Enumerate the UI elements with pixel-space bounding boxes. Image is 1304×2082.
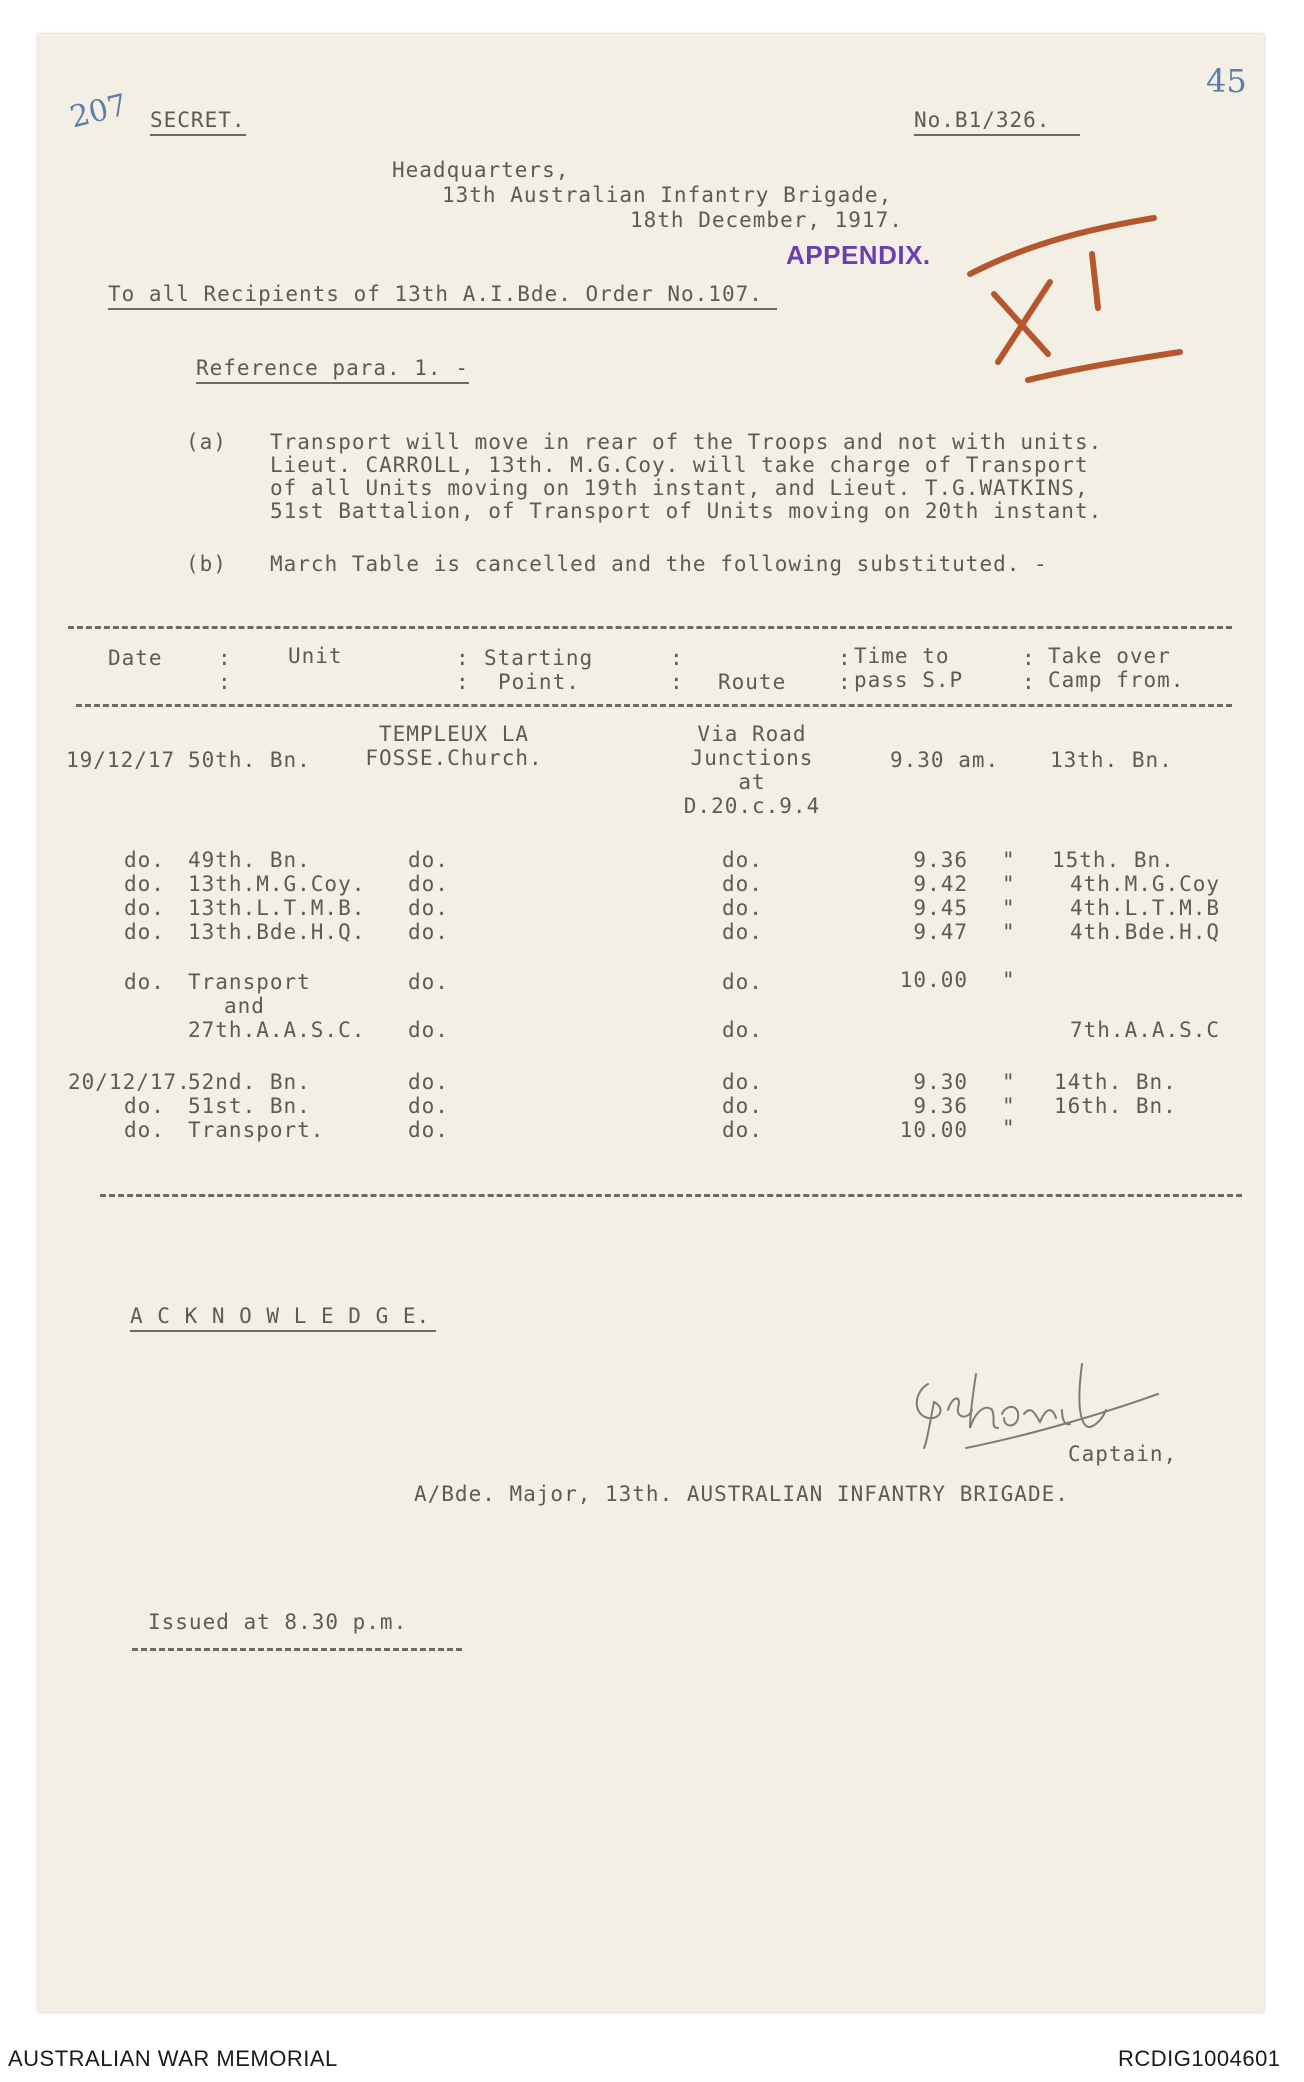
cell-date: do. [124,1094,165,1118]
header-separator: : [838,670,852,694]
cell-route-3: at [738,770,766,794]
cell-route-2: do. [722,1018,763,1042]
header-separator: : [1022,670,1036,694]
table-top-rule [68,626,1232,629]
heading-line-1: Headquarters, [392,158,570,182]
cell-route: do. [722,896,763,920]
cell-start: do. [408,1094,449,1118]
cell-unit-2: and [224,994,265,1018]
header-starting-point-1: Starting [484,646,594,670]
cell-time: 10.00 [899,1118,968,1142]
cell-route: do. [722,1118,763,1142]
ditto-mark: " [1002,1116,1016,1140]
cell-date: do. [124,970,165,994]
para-a-label: (a) [186,430,227,454]
cell-date: 19/12/17 [66,748,176,772]
header-time-2: pass S.P [854,668,964,692]
header-camp-1: Take over [1048,644,1171,668]
cell-start: do. [408,1118,449,1142]
acknowledge-heading: A C K N O W L E D G E. [130,1304,436,1332]
cell-time: 9.30 am. [890,748,1000,772]
cell-time: 9.36 [913,1094,968,1118]
cell-time: 9.45 [913,896,968,920]
roman-numeral-annotation [958,184,1198,384]
cell-unit: 13th.L.T.M.B. [188,896,366,920]
cell-start: do. [408,848,449,872]
cell-date: do. [124,1118,165,1142]
cell-start-2: do. [408,1018,449,1042]
appendix-stamp: APPENDIX. [786,240,931,270]
header-separator: : [218,670,232,694]
file-number: No.B1/326. [914,108,1080,136]
issued-time: Issued at 8.30 p.m. [148,1610,408,1634]
header-separator: : [670,670,684,694]
cell-unit: 13th.M.G.Coy. [188,872,366,896]
pencil-folio-number: 207 [66,87,131,136]
cell-camp: 4th.L.T.M.B [1070,896,1221,920]
cell-camp: 15th. Bn. [1052,848,1175,872]
cell-date: 20/12/17. [68,1070,191,1094]
cell-start-1: TEMPLEUX LA [378,722,530,746]
header-starting-point-2: Point. [498,670,580,694]
cell-camp: 4th.M.G.Coy [1070,872,1221,896]
cell-start: do. [408,872,449,896]
cell-camp: 13th. Bn. [1050,748,1173,772]
classification: SECRET. [150,108,246,136]
cell-time: 9.30 [913,1070,968,1094]
ditto-mark: " [1002,872,1016,896]
cell-time: 9.42 [913,872,968,896]
cell-route: do. [722,872,763,896]
cell-route-1: Via Road [697,722,807,746]
heading-date: 18th December, 1917. [630,208,903,232]
cell-camp: 16th. Bn. [1054,1094,1177,1118]
recipients-line: To all Recipients of 13th A.I.Bde. Order No.107. [108,282,777,310]
cell-start-1: do. [408,970,449,994]
cell-route: do. [722,1094,763,1118]
cell-unit: 51st. Bn. [188,1094,311,1118]
header-time-1: Time to [854,644,950,668]
cell-time: 9.47 [913,920,968,944]
cell-route-1: do. [722,970,763,994]
handwritten-signature [906,1344,1166,1454]
header-separator: : [456,646,470,670]
ditto-mark: " [1002,920,1016,944]
para-b-label: (b) [186,552,227,576]
cell-route: do. [722,920,763,944]
header-separator: : [670,646,684,670]
cell-time: 10.00 [899,968,968,992]
header-camp-2: Camp from. [1048,668,1185,692]
archive-name: AUSTRALIAN WAR MEMORIAL [8,2046,338,2071]
cell-unit: 13th.Bde.H.Q. [188,920,366,944]
cell-route-2: Junctions [690,746,814,770]
cell-camp: 7th.A.A.S.C [1070,1018,1221,1042]
cell-camp: 14th. Bn. [1054,1070,1177,1094]
cell-start: do. [408,896,449,920]
reference-heading: Reference para. 1. - [196,356,469,384]
cell-route: do. [722,1070,763,1094]
cell-route: do. [722,848,763,872]
para-a-line-3: of all Units moving on 19th instant, and Lieut. T.G.WATKINS, [270,476,1089,500]
signatory-appointment: A/Bde. Major, 13th. AUSTRALIAN INFANTRY BRIGADE. [414,1482,1069,1506]
cell-route-4: D.20.c.9.4 [683,794,821,818]
cell-date: do. [124,896,165,920]
cell-unit: 52nd. Bn. [188,1070,311,1094]
cell-unit: Transport. [188,1118,325,1142]
cell-date: do. [124,920,165,944]
signatory-rank: Captain, [1068,1442,1178,1466]
header-unit: Unit [288,644,343,668]
ditto-mark: " [1002,848,1016,872]
cell-date: do. [124,848,165,872]
cell-camp: 4th.Bde.H.Q [1070,920,1221,944]
ditto-mark: " [1002,896,1016,920]
cell-date: do. [124,872,165,896]
header-date: Date [108,646,163,670]
document-page [38,34,1264,2012]
header-route: Route [718,670,787,694]
heading-line-2: 13th Australian Infantry Brigade, [442,183,893,207]
table-header-rule [76,704,1232,707]
para-a-line-2: Lieut. CARROLL, 13th. M.G.Coy. will take charge of Transport [270,453,1089,477]
header-separator: : [456,670,470,694]
cell-start: do. [408,1070,449,1094]
cell-unit: 49th. Bn. [188,848,311,872]
table-bottom-rule [100,1194,1242,1197]
issued-rule [132,1648,462,1651]
header-separator: : [1022,646,1036,670]
cell-time: 9.36 [913,848,968,872]
cell-unit-3: 27th.A.A.S.C. [188,1018,366,1042]
cell-start: do. [408,920,449,944]
archive-reference: RCDIG1004601 [1118,2046,1281,2071]
cell-unit: 50th. Bn. [188,748,311,772]
ditto-mark: " [1002,968,1016,992]
para-a-line-4: 51st Battalion, of Transport of Units moving on 20th instant. [270,499,1103,523]
header-separator: : [838,646,852,670]
cell-unit-1: Transport [188,970,311,994]
ditto-mark: " [1002,1070,1016,1094]
cell-start-2: FOSSE.Church. [365,746,543,770]
header-separator: : [218,646,232,670]
para-a-line-1: Transport will move in rear of the Troops and not with units. [270,430,1103,454]
page-number: 45 [1206,62,1247,100]
para-b-text: March Table is cancelled and the following substituted. - [270,552,1048,576]
ditto-mark: " [1002,1094,1016,1118]
